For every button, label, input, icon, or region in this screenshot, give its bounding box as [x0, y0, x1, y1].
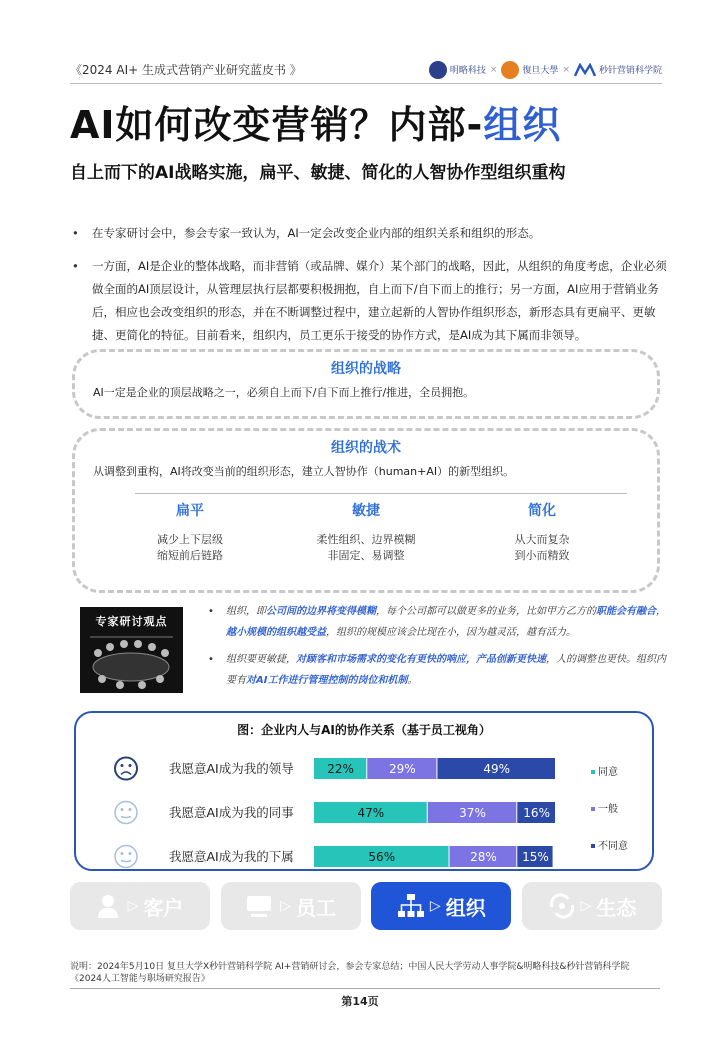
face-eye	[129, 808, 132, 811]
face-eye	[121, 808, 124, 811]
strategy-title: 组织的战略	[331, 361, 401, 377]
org-chart-icon	[397, 893, 425, 919]
face-mouth	[121, 817, 131, 818]
partner-logos	[429, 61, 662, 79]
strategy-text: AI一定是企业的顶层战略之一，必须自上而下/自下而上推行/推进，全员拥抱。	[93, 386, 475, 399]
arrow-icon: ▷	[429, 898, 441, 914]
fudan-logo-icon	[501, 61, 519, 79]
face-mouth	[121, 861, 131, 862]
sad-face-icon	[115, 758, 137, 780]
intro-bullets	[70, 222, 670, 357]
arrow-icon: ▷	[127, 898, 139, 914]
page-header	[70, 56, 662, 84]
logo-minglue: 明略科技	[429, 61, 486, 79]
data-label: 49%	[483, 762, 511, 776]
legend-label: 同意	[598, 767, 618, 778]
legend-label: 不同意	[598, 841, 628, 852]
face-mouth	[121, 772, 131, 775]
expert-panel-image	[80, 607, 183, 693]
legend-swatch	[591, 770, 595, 774]
data-label: 22%	[327, 762, 354, 776]
data-label: 28%	[470, 850, 497, 864]
title-highlight: 组织	[483, 103, 562, 147]
neutral-face-icon	[115, 846, 137, 868]
minglue-logo-icon	[429, 61, 447, 79]
nav-employee[interactable]: ▷ 员工	[221, 882, 361, 930]
tactic-agile: 敏捷 柔性组织、边界模糊 非固定、易调整	[316, 503, 416, 562]
divider	[135, 493, 627, 494]
face-eye	[129, 764, 132, 767]
opinion-item: • 组织，即公司间的边界将变得模糊，每个公司都可以做更多的业务，比如甲方乙方的职能会有融合，越小规模的组织越受益，组织的规模应该会比现在小，因为越灵活，越有活力。	[206, 601, 666, 643]
page-subtitle: 自上而下的AI战略实施，扁平、敏捷、简化的人智协作型组织重构	[70, 163, 566, 183]
bullet-item: • 在专家研讨会中，参会专家一致认为，AI一定会改变企业内部的组织关系和组织的形态。	[70, 222, 670, 245]
employee-icon	[245, 894, 275, 918]
data-label: 16%	[523, 806, 550, 820]
expert-label: 专家研讨观点	[95, 615, 168, 628]
tactic-simple: 简化 从大而复杂 到小而精致	[514, 503, 570, 562]
tactics-title: 组织的战术	[331, 440, 401, 456]
opinion-item: • 组织要更敏捷，对顾客和市场需求的变化有更快的响应，产品创新更快速，人的调整也更快。组织内要有对AI工作进行管理控制的岗位和机制。	[206, 649, 666, 691]
legend-swatch	[591, 844, 595, 848]
legend-label: 一般	[598, 804, 618, 815]
nav-organization[interactable]: ▷ 组织	[371, 882, 511, 930]
bullet-item: • 一方面，AI是企业的整体战略，而非营销（或品牌、媒介）某个部门的战略，因此，从组织的角度考虑，企业必须做全面的AI顶层设计，从管理层执行层都要积极拥抱，自上而下/自下而上的推行；另一方面，AI应用于营销业务后，相应也会改变组织的形态，并在不断调整过程中，建立起新的人智协作组织形态，新形态具有更扁平、更敏捷、更简化的特征。目前看来，组织内，员工更乐于接受的协作方式，是AI成为其下属而非领导。	[70, 255, 670, 347]
data-label: 47%	[357, 806, 385, 820]
data-label: 56%	[368, 850, 396, 864]
data-label: 15%	[522, 850, 549, 864]
logo-separator: ×	[562, 64, 570, 75]
face-eye	[129, 852, 132, 855]
face-eye	[121, 764, 124, 767]
ecosystem-icon	[548, 893, 576, 919]
customer-icon	[97, 894, 123, 918]
section-nav	[70, 882, 662, 930]
chart-title: 图：企业内人与AI的协作关系（基于员工视角）	[237, 723, 491, 737]
neutral-face-icon	[115, 802, 137, 824]
category-label: 我愿意AI成为我的下属	[169, 849, 294, 864]
footer-divider	[70, 988, 660, 989]
collaboration-chart	[74, 711, 654, 871]
nav-ecosystem[interactable]: ▷ 生态	[522, 882, 662, 930]
arrow-icon: ▷	[280, 898, 292, 914]
page-title: AI如何改变营销？内部-组织	[70, 103, 562, 147]
legend-swatch	[591, 807, 595, 811]
face-eye	[121, 852, 124, 855]
logo-miaozhen: 秒针营销科学院	[574, 63, 662, 77]
tactics-text: 从调整到重构，AI将改变当前的组织形态，建立人智协作（human+AI）的新型组织。	[93, 465, 515, 478]
category-label: 我愿意AI成为我的同事	[169, 805, 294, 820]
source-note: 说明：2024年5月10日 复旦大学X秒针营销科学院 AI+营销研讨会，参会专家总结；中国人民大学劳动人事学院&明略科技&秒针营销科学院《2024人工智能与职场研究报告》	[70, 962, 630, 984]
data-label: 37%	[459, 806, 486, 820]
page-number: 第14页	[341, 995, 379, 1008]
nav-customer[interactable]: ▷ 客户	[70, 882, 210, 930]
logo-fudan: 復旦大學	[501, 61, 558, 79]
expert-opinions	[206, 601, 666, 697]
arrow-icon: ▷	[580, 898, 592, 914]
tactics-list	[75, 500, 657, 564]
tactics-box	[72, 428, 660, 593]
tactic-flat: 扁平 减少上下层级 缩短前后链路	[157, 503, 223, 562]
miaozhen-logo-icon	[574, 63, 596, 77]
strategy-box	[72, 349, 660, 419]
logo-separator: ×	[489, 64, 498, 75]
data-label: 29%	[388, 762, 416, 776]
report-title: 《2024 AI+ 生成式营销产业研究蓝皮书 》	[70, 63, 302, 77]
chart-canvas	[76, 713, 652, 869]
category-label: 我愿意AI成为我的领导	[169, 761, 294, 776]
